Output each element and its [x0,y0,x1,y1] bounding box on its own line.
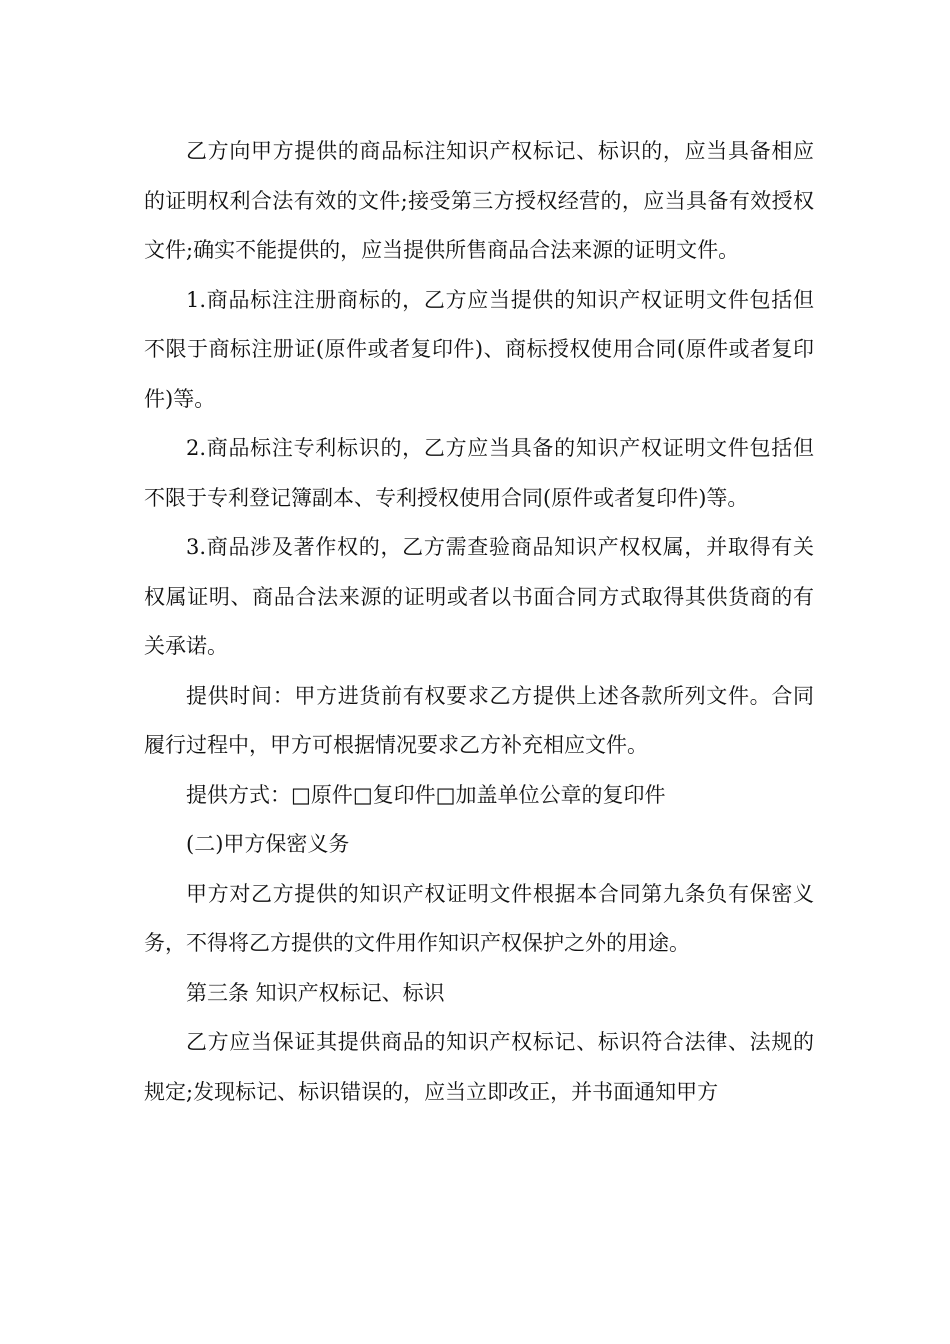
paragraph-confidentiality-duty: 甲方对乙方提供的知识产权证明文件根据本合同第九条负有保密义务，不得将乙方提供的文件用作知识产权保护之外的用途。 [144,881,814,955]
paragraph-ip-marks-compliance: 乙方应当保证其提供商品的知识产权标记、标识符合法律、法规的规定;发现标记、标识错误的，应当立即改正，并书面通知甲方 [144,1030,814,1104]
paragraph-item-2-patent: 2.商品标注专利标识的，乙方应当具备的知识产权证明文件包括但不限于专利登记簿副本、专利授权使用合同(原件或者复印件)等。 [144,436,814,510]
paragraph-provide-ip-documents: 乙方向甲方提供的商品标注知识产权标记、标识的，应当具备相应的证明权利合法有效的文件;接受第三方授权经营的，应当具备有效授权文件;确实不能提供的，应当提供所售商品合法来源的证明文件。 [144,139,814,262]
document-body [144,127,814,1117]
paragraph-provide-method: 提供方式：□原件□复印件□加盖单位公章的复印件 [186,782,666,807]
section-heading-confidentiality: (二)甲方保密义务 [186,832,350,856]
article-heading-3: 第三条 知识产权标记、标识 [186,980,445,1005]
paragraph-provide-time: 提供时间：甲方进货前有权要求乙方提供上述各款所列文件。合同履行过程中，甲方可根据情况要求乙方补充相应文件。 [144,683,814,757]
paragraph-item-1-trademark: 1.商品标注注册商标的，乙方应当提供的知识产权证明文件包括但不限于商标注册证(原件或者复印件)、商标授权使用合同(原件或者复印件)等。 [144,287,814,411]
paragraph-item-3-copyright: 3.商品涉及著作权的，乙方需查验商品知识产权权属，并取得有关权属证明、商品合法来源的证明或者以书面合同方式取得其供货商的有关承诺。 [144,535,814,658]
